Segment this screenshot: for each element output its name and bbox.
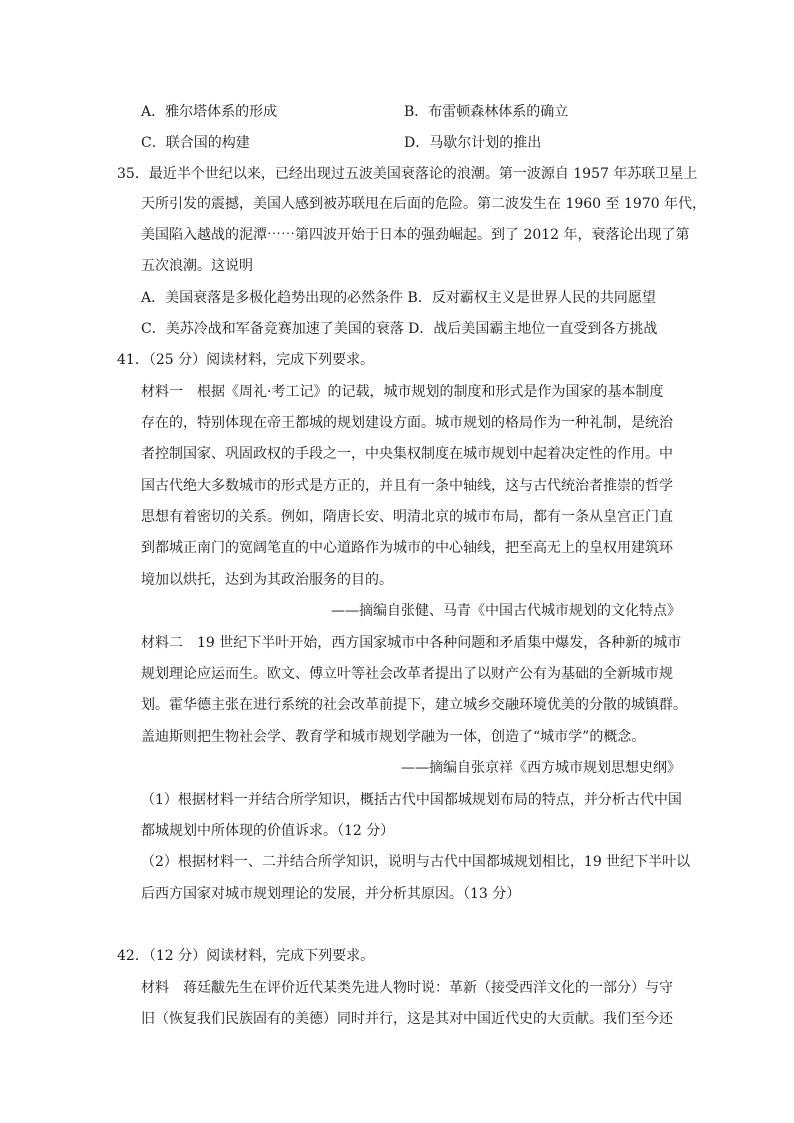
- q41-sub1-line: （1）根据材料一并结合所学知识，概括古代中国都城规划布局的特点，并分析古代中国: [141, 792, 682, 808]
- q35-stem-line: 五次浪潮。这说明: [141, 258, 253, 274]
- q42-header: 42．（12 分）阅读材料，完成下列要求。: [117, 948, 375, 964]
- q41-header: 41．（25 分）阅读材料，完成下列要求。: [117, 352, 375, 368]
- q41-material1-line: 者控制国家、巩固政权的手段之一，中央集权制度在城市规划中起着决定性的作用。中: [141, 446, 673, 462]
- q41-material1-line: 到都城正南门的宽阔笔直的中心道路作为城市的中心轴线，把至高无上的皇权用建筑环: [141, 540, 673, 556]
- q42-material-line: 材料 蒋廷黻先生在评价近代某类先进人物时说：革新（接受西洋文化的一部分）与守: [141, 980, 673, 996]
- q41-material2-line: 盖迪斯则把生物社会学、教育学和城市规划学融为一体，创造了“城市学”的概念。: [141, 729, 646, 745]
- q41-material1-line: 国古代绝大多数城市的形式是方正的，并且有一条中轴线，这与古代统治者推崇的哲学: [141, 478, 673, 494]
- q41-material1-line: 材料一 根据《周礼·考工记》的记载，城市规划的制度和形式是作为国家的基本制度: [141, 384, 664, 400]
- q34-option-a: A．雅尔塔体系的形成: [141, 104, 278, 120]
- q34-option-d: D．马歇尔计划的推出: [404, 135, 542, 151]
- q41-material2-line: 划。霍华德主张在进行系统的社会改革前提下，建立城乡交融环境优美的分散的城镇群。: [141, 697, 687, 713]
- q41-source2: ——摘编自张京祥《西方城市规划思想史纲》: [401, 760, 681, 776]
- q42-material-line: 旧（恢复我们民族固有的美德）同时并行，这是其对中国近代史的大贡献。我们至今还: [141, 1011, 673, 1027]
- q35-options-cd: C．美苏冷战和军备竞赛加速了美国的衰落 D．战后美国霸主地位一直受到各方挑战: [141, 321, 658, 337]
- q34-option-c: C．联合国的构建: [141, 135, 250, 151]
- q35-options-ab: A．美国衰落是多极化趋势出现的必然条件 B．反对霸权主义是世界人民的共同愿望: [141, 290, 656, 306]
- q35-stem-line: 美国陷入越战的泥潭⋯⋯第四波开始于日本的强劲崛起。到了 2012 年，衰落论出现了第: [141, 227, 690, 243]
- q41-sub1-line: 都城规划中所体现的价值诉求。（12 分）: [141, 823, 395, 839]
- q41-source1: ——摘编自张健、马青《中国古代城市规划的文化特点》: [331, 603, 681, 619]
- q35-stem-line: 天所引发的震撼，美国人感到被苏联甩在后面的危险。第二波发生在 1960 至 1970 年代，: [141, 196, 707, 212]
- q35-stem-line: 35．最近半个世纪以来，已经出现过五波美国衰落论的浪潮。第一波源自 1957 年苏联卫星上: [117, 166, 698, 182]
- q41-material1-line: 存在的，特别体现在帝王都城的规划建设方面。城市规划的格局作为一种礼制，是统治: [141, 415, 673, 431]
- q41-sub2-line: 后西方国家对城市规划理论的发展，并分析其原因。（13 分）: [141, 886, 521, 902]
- q41-material2-line: 规划理论应运而生。欧文、傅立叶等社会改革者提出了以财产公有为基础的全新城市规: [141, 666, 673, 682]
- q34-option-b: B．布雷顿森林体系的确立: [404, 104, 569, 120]
- q41-material1-line: 境加以烘托，达到为其政治服务的目的。: [141, 572, 393, 588]
- q41-material1-line: 思想有着密切的关系。例如，隋唐长安、明清北京的城市布局，都有一条从皇宫正门直: [141, 509, 673, 525]
- q41-material2-line: 材料二 19 世纪下半叶开始，西方国家城市中各种问题和矛盾集中爆发，各种新的城市: [141, 635, 682, 651]
- q41-sub2-line: （2）根据材料一、二并结合所学知识，说明与古代中国都城规划相比，19 世纪下半叶以: [141, 854, 691, 870]
